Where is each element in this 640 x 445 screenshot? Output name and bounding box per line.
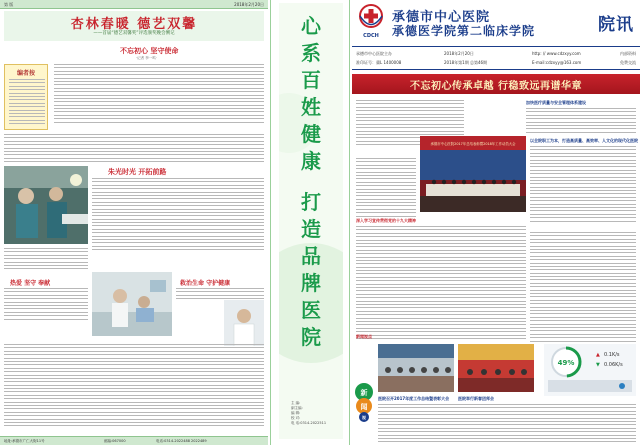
article-2-text <box>92 178 264 253</box>
footer-address: 地址:承德市广仁大街11号 <box>4 439 45 443</box>
sponsor: 承德市中心医院主办 <box>356 51 392 56</box>
conference-photo <box>420 136 526 212</box>
issue-date: 2018年2月20日 <box>444 51 474 56</box>
left-masthead-subtitle: ——首届“德艺双馨奖”评选颁奖晚会侧记 <box>93 31 175 36</box>
right-masthead <box>352 0 640 42</box>
subhead-3: 深入学习宣传贯彻党的十九大精神 <box>356 218 416 223</box>
internal-label: 内部资料 <box>620 51 636 56</box>
main-article-text-c <box>356 158 416 219</box>
section-byline-1: ·记者 李一鸣· <box>136 56 157 60</box>
left-page <box>0 0 268 445</box>
free-label: 免费交流 <box>620 60 636 65</box>
rate-up-icon: ▲ <box>596 352 600 358</box>
news-photo-2 <box>458 344 534 392</box>
news-badge-char-1: 新 <box>360 389 368 397</box>
center-slogan-strip <box>270 0 350 445</box>
main-article-text-b <box>526 108 636 135</box>
slogan-character: 医 <box>301 298 321 322</box>
left-page-footer <box>0 436 268 445</box>
monitor-widget <box>544 344 636 396</box>
ward-photo <box>92 272 172 336</box>
left-page-topbar <box>0 0 268 9</box>
gauge-percent: 49% <box>557 359 575 367</box>
slogan-character: 品 <box>301 244 321 268</box>
left-masthead-title: 杏林春暖 德艺双馨 <box>70 17 198 32</box>
hospital-name: 承德市中心医院 <box>392 10 491 25</box>
news-badge-char-2: 闻 <box>360 403 368 411</box>
article-1-text-cont <box>4 134 264 165</box>
print-permit: 准印证号：冀L 1400008 <box>356 60 402 65</box>
news-badge-char-3: 视 <box>362 415 366 420</box>
news-head-2: 医院举行新春团拜会 <box>458 396 494 401</box>
news-text <box>378 404 636 445</box>
slogan-character: 造 <box>301 217 321 241</box>
article-3-text-a <box>4 288 88 322</box>
rate-value-2: 0.06K/s <box>604 362 623 368</box>
editorial-line: 编 辑: <box>291 411 301 415</box>
editor-note-text <box>9 79 45 126</box>
headline-bar <box>352 74 640 94</box>
slogan-character: 康 <box>301 149 321 173</box>
section-title-3: 热爱 坚守 奉献 <box>10 280 51 287</box>
slogan-character: 百 <box>301 68 321 92</box>
slogan-character: 打 <box>301 190 321 214</box>
editor-note-box <box>4 64 48 130</box>
slogan-character: 牌 <box>301 271 321 295</box>
surgery-photo <box>4 166 88 244</box>
main-article-text-f <box>530 232 636 344</box>
left-page-date: 2018年2月20日 <box>234 2 264 7</box>
main-article-text-e <box>356 226 526 341</box>
rate-down-icon: ▼ <box>596 362 600 368</box>
right-page <box>352 0 640 445</box>
editor-note-title: 编者按 <box>16 70 35 77</box>
news-label: 新闻视点 <box>356 334 372 339</box>
slogan-character: 心 <box>301 14 321 38</box>
doctor-portrait-photo <box>224 300 264 346</box>
article-bottom-text <box>4 344 264 429</box>
editorial-line: 主 编: <box>291 401 301 405</box>
slogan-character: 健 <box>301 122 321 146</box>
footer-phone: 电话:0314-2022488 2022489 <box>156 439 207 443</box>
editorial-line: 校 对: <box>291 416 301 420</box>
subhead-1: 加快医疗质量与安全管理体系建设 <box>526 100 586 105</box>
logo-text: CDCH <box>363 33 379 39</box>
slogan-character: 院 <box>301 325 321 349</box>
slogan-panel <box>279 3 343 439</box>
left-masthead <box>4 11 264 41</box>
issue-info-bar <box>352 46 640 70</box>
page-number: 第 版 <box>4 2 14 7</box>
headline: 不忘初心传承卓越 行稳致远再谱华章 <box>410 81 582 92</box>
news-badge <box>352 382 376 422</box>
editorial-line: 电 话:0314-2022511 <box>291 421 327 425</box>
section-title-1: 不忘初心 坚守使命 <box>120 46 179 55</box>
footer-postcode: 邮编:067000 <box>104 439 126 443</box>
conference-banner-text: 承德市中心医院2017年总结表彰暨2018年工作动员大会 <box>430 142 516 146</box>
rate-value-1: 0.1K/s <box>604 352 620 358</box>
subhead-2: 以全院职工为本，打造高质量、高效率、人文化的现代化医院 <box>530 138 638 143</box>
hospital-college-name: 承德医学院第二临床学院 <box>392 24 536 38</box>
issue-number: 2018年第1期 总第46期 <box>444 60 488 65</box>
slogan-character: 系 <box>301 41 321 65</box>
hospital-logo-icon <box>356 3 386 39</box>
website[interactable]: http: // www.cdzxyy.com <box>532 51 581 56</box>
slogan-character: 姓 <box>301 95 321 119</box>
news-photo-1 <box>378 344 454 392</box>
section-title-2: 朱光时光 开拓前路 <box>108 167 167 176</box>
editorial-line: 副主编: <box>291 406 303 410</box>
article-1-text <box>54 64 264 125</box>
main-article-text-d <box>530 146 636 224</box>
article-2-text-left <box>4 248 88 272</box>
news-head-1: 医院召开2017年度工作总结暨表彰大会 <box>378 396 450 401</box>
section-title-4: 救治生命 守护健康 <box>180 280 231 287</box>
editorial-info <box>291 401 341 426</box>
publication-title: 院讯 <box>598 15 634 35</box>
email[interactable]: E-mail:cdzxyy@163.com <box>532 60 582 65</box>
